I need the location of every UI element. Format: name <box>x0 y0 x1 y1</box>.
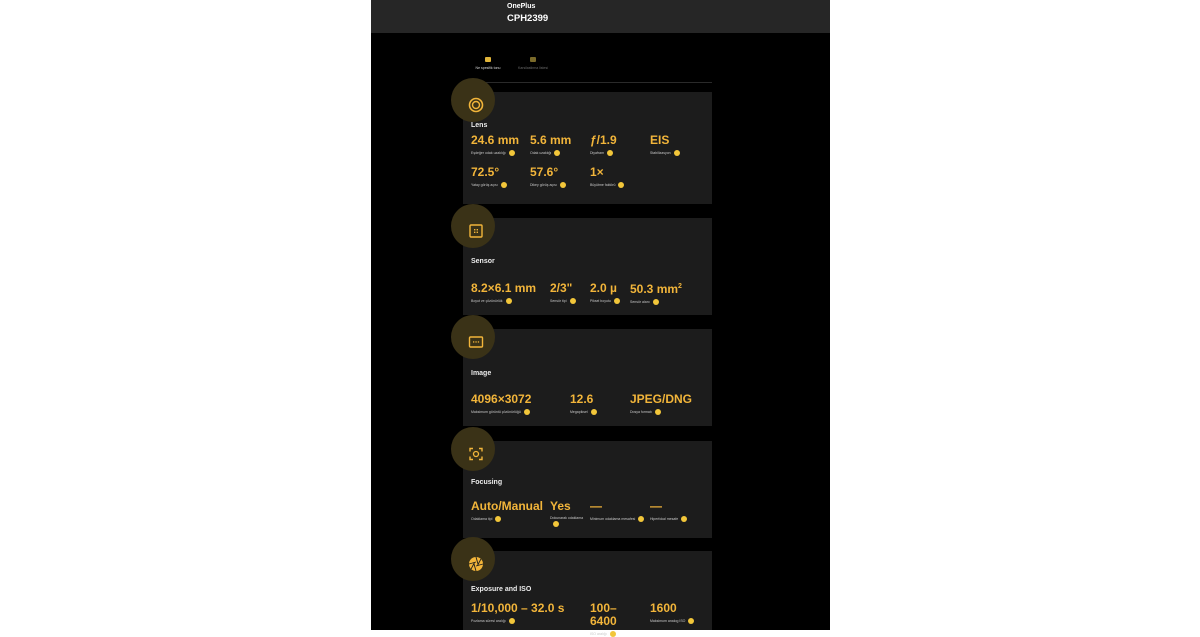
focusing-spec <box>471 500 543 522</box>
info-icon[interactable] <box>501 182 507 188</box>
tab-specs[interactable] <box>463 52 513 70</box>
sensor-chip-icon <box>467 222 485 240</box>
app-page <box>371 0 830 636</box>
spec-value: 4096×3072 <box>471 392 532 406</box>
spec-value-text: 50.3 mm <box>630 282 679 296</box>
lens-title: Lens <box>471 122 488 129</box>
lens-spec <box>650 134 680 156</box>
sensor-spec <box>590 282 620 304</box>
sensor-card <box>463 218 712 315</box>
image-title: Image <box>471 370 492 377</box>
sensor-spec <box>471 282 536 304</box>
lens-spec <box>530 166 566 188</box>
spec-value: Yes <box>550 499 571 513</box>
tab-compare-label: Karsilastirma listesi <box>518 66 548 70</box>
spec-value: 8.2×6.1 mm <box>471 281 537 295</box>
spec-label: Sensör alanı <box>630 299 650 304</box>
info-icon[interactable] <box>560 182 566 188</box>
spec-label: Odaklama tipi <box>471 516 493 521</box>
spec-value: JPEG/DNG <box>630 392 693 406</box>
spec-value: ƒ/1.9 <box>590 133 617 147</box>
lens-spec <box>471 134 519 156</box>
exposure-card <box>463 551 712 636</box>
spec-value: 2/3" <box>550 281 573 295</box>
spec-value: 24.6 mm <box>471 133 520 147</box>
device-brand: OnePlus <box>507 3 536 10</box>
sensor-title: Sensor <box>471 258 495 265</box>
info-icon[interactable] <box>614 298 620 304</box>
info-icon[interactable] <box>570 298 576 304</box>
compare-icon <box>530 57 536 62</box>
lens-spec <box>471 166 507 188</box>
lens-spec <box>590 166 624 188</box>
spec-value: 100–6400 <box>590 601 617 628</box>
focus-frame-icon <box>467 445 485 463</box>
spec-label: Eşdeğer odak uzaklığı <box>471 150 506 155</box>
tab-bar <box>463 52 712 83</box>
spec-value: 5.6 mm <box>530 133 572 147</box>
spec-value: 50.3 $mm^2$ <box>630 282 682 296</box>
info-icon[interactable] <box>638 516 644 522</box>
sensor-spec <box>550 282 576 304</box>
aperture-icon <box>467 555 485 573</box>
tab-compare[interactable] <box>508 52 558 70</box>
camera-icon <box>485 57 491 62</box>
info-icon[interactable] <box>655 409 661 415</box>
spec-value: 12.6 <box>570 392 594 406</box>
info-icon[interactable] <box>653 299 659 305</box>
info-icon[interactable] <box>591 409 597 415</box>
spec-label: Hiperfokal mesafe <box>650 516 679 521</box>
spec-value: 72.5° <box>471 165 500 179</box>
exposure-title: Exposure and ISO <box>471 586 532 593</box>
spec-label: Dokunarak odaklama <box>550 516 584 520</box>
spec-value: EIS <box>650 133 670 147</box>
spec-label: Boyut ve çözünürlük <box>471 298 503 303</box>
info-icon[interactable] <box>607 150 613 156</box>
image-spec <box>630 393 692 415</box>
spec-label: Diyafram <box>590 150 605 155</box>
exposure-spec <box>650 602 694 624</box>
spec-value: 1× <box>590 165 604 179</box>
spec-label: Stabilizasyon <box>650 150 671 155</box>
info-icon[interactable] <box>618 182 624 188</box>
spec-value: — <box>650 499 662 513</box>
spec-label: Minimum odaklama mesafesi <box>590 516 636 521</box>
spec-value: 1600 <box>650 601 677 615</box>
focusing-title: Focusing <box>471 479 503 486</box>
spec-label: Maksimum görüntü çözünürlüğü <box>471 409 521 414</box>
spec-label: Megapiksel <box>570 409 588 414</box>
spec-label: Pozlama süresi aralığı <box>471 618 506 623</box>
info-icon[interactable] <box>674 150 680 156</box>
spec-value: 57.6° <box>530 165 559 179</box>
info-icon[interactable] <box>506 298 512 304</box>
info-icon[interactable] <box>681 516 687 522</box>
info-icon[interactable] <box>610 631 616 637</box>
spec-value: 1/10,000 – 32.0 s <box>471 601 565 615</box>
spec-label: ISO aralığı <box>590 631 607 636</box>
sensor-spec <box>630 280 682 305</box>
spec-label: Piksel boyutu <box>590 298 611 303</box>
spec-value: Auto/Manual <box>471 499 543 513</box>
lens-card <box>463 92 712 204</box>
image-card <box>463 329 712 426</box>
spec-label: Büyütme faktörü <box>590 182 616 187</box>
spec-label: Maksimum analog ISO <box>650 618 686 623</box>
image-spec <box>471 393 531 415</box>
info-icon[interactable] <box>688 618 694 624</box>
spec-label: Sensör tipi <box>550 298 567 303</box>
spec-label: Odak uzaklığı <box>530 150 552 155</box>
header-bar <box>371 0 830 33</box>
spec-value: 2.0 µ <box>590 281 617 295</box>
lens-ring-icon <box>467 96 485 114</box>
device-model: CPH2399 <box>507 13 549 24</box>
focusing-spec <box>650 500 687 522</box>
exposure-spec <box>590 602 624 637</box>
spec-label: Dikey görüş açısı <box>530 182 557 187</box>
tab-specs-label: Ne spesifik tonu <box>475 66 501 70</box>
focusing-spec <box>550 500 586 527</box>
info-icon[interactable] <box>524 409 530 415</box>
lens-spec <box>530 134 571 156</box>
spec-value: — <box>590 499 602 513</box>
info-icon[interactable] <box>495 516 501 522</box>
image-frame-icon <box>467 333 485 351</box>
spec-label: Dosya formatı <box>630 409 652 414</box>
info-icon[interactable] <box>509 618 515 624</box>
focusing-spec <box>590 500 645 522</box>
exposure-spec <box>471 602 564 624</box>
info-icon[interactable] <box>509 150 515 156</box>
image-spec <box>570 393 597 415</box>
info-icon[interactable] <box>553 521 559 527</box>
info-icon[interactable] <box>554 150 560 156</box>
lens-spec <box>590 134 617 156</box>
focusing-card <box>463 441 712 538</box>
spec-label: Yatay görüş açısı <box>471 182 498 187</box>
